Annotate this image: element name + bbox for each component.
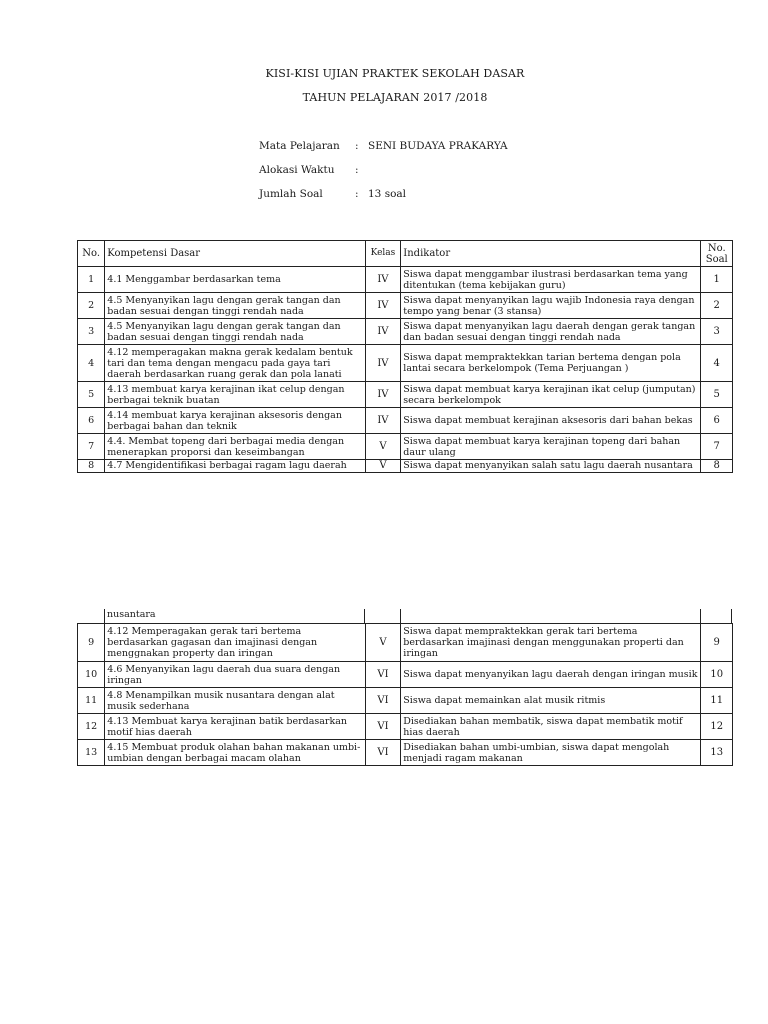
- header-no-soal: [701, 241, 733, 267]
- row-indikator: Siswa dapat menyanyikan lagu daerah dengan gerak tangan dan badan sesuai dengan tinggi rendah nada: [401, 319, 701, 345]
- row-kompetensi: 4.15 Membuat produk olahan bahan makanan umbi-umbian dengan berbagai macam olahan: [105, 740, 365, 766]
- kisi-table-page1: [77, 240, 733, 473]
- row-kompetensi: 4.12 Memperagakan gerak tari bertema berdasarkan gagasan dan imajinasi dengan menggnakan property dan iringan: [105, 624, 365, 662]
- table-continuation-row: [105, 609, 732, 623]
- row-kelas: IV: [365, 267, 401, 293]
- row-kompetensi: 4.7 Mengidentifikasi berbagai ragam lagu daerah: [105, 460, 365, 473]
- row-indikator: Siswa dapat membuat karya kerajinan ikat celup (jumputan) secara berkelompok: [401, 382, 701, 408]
- row-kompetensi: 4.13 Membuat karya kerajinan batik berdasarkan motif hias daerah: [105, 714, 365, 740]
- row-no: 6: [78, 408, 105, 434]
- row-kompetensi: 4.8 Menampilkan musik nusantara dengan alat musik sederhana: [105, 688, 365, 714]
- row-soal: 5: [701, 382, 733, 408]
- row-indikator: Disediakan bahan umbi-umbian, siswa dapat mengolah menjadi ragam makanan: [401, 740, 701, 766]
- row-indikator: Siswa dapat menyanyikan lagu daerah dengan iringan musik: [401, 662, 701, 688]
- table-row: [78, 319, 733, 345]
- table-row: [78, 293, 733, 319]
- row-indikator: Siswa dapat memainkan alat musik ritmis: [401, 688, 701, 714]
- row-no: 12: [78, 714, 105, 740]
- row-kelas: VI: [365, 714, 401, 740]
- row-kelas: VI: [365, 740, 401, 766]
- row-soal: 6: [701, 408, 733, 434]
- row-kelas: IV: [365, 345, 401, 382]
- row-soal: 7: [701, 434, 733, 460]
- mapel-label: Mata Pelajaran: [259, 140, 340, 152]
- header-indikator: Indikator: [401, 241, 701, 267]
- table-row: [78, 624, 733, 662]
- table-row: [78, 345, 733, 382]
- row-no: 11: [78, 688, 105, 714]
- row-indikator: Siswa dapat mempraktekkan tarian bertema dengan pola lantai secara berkelompok (Tema Perjuangan ): [401, 345, 701, 382]
- table-row: [78, 688, 733, 714]
- document-title: KISI-KISI UJIAN PRAKTEK SEKOLAH DASAR: [265, 67, 525, 80]
- row-indikator: Disediakan bahan membatik, siswa dapat membatik motif hias daerah: [401, 714, 701, 740]
- table-row: [78, 382, 733, 408]
- continuation-text: nusantara: [105, 609, 365, 623]
- header-no-soal-line1: No.: [707, 242, 726, 254]
- table-row: [78, 460, 733, 473]
- row-soal: 9: [701, 624, 733, 662]
- row-no: 5: [78, 382, 105, 408]
- row-kelas: VI: [365, 662, 401, 688]
- row-kompetensi: 4.12 memperagakan makna gerak kedalam bentuk tari dan tema dengan mengacu pada gaya tari daerah berdasarkan ruang gerak dan pola lanati: [105, 345, 365, 382]
- alokasi-label: Alokasi Waktu: [259, 164, 335, 176]
- row-soal: 4: [701, 345, 733, 382]
- row-soal: 11: [701, 688, 733, 714]
- row-soal: 12: [701, 714, 733, 740]
- table-row: [78, 267, 733, 293]
- table-header-row: [78, 241, 733, 267]
- mapel-value: SENI BUDAYA PRAKARYA: [368, 140, 508, 152]
- row-indikator: Siswa dapat membuat kerajinan aksesoris dari bahan bekas: [401, 408, 701, 434]
- header-kompetensi: Kompetensi Dasar: [105, 241, 365, 267]
- alokasi-colon: :: [355, 164, 359, 176]
- row-soal: 13: [701, 740, 733, 766]
- row-kelas: V: [365, 624, 401, 662]
- row-kompetensi: 4.5 Menyanyikan lagu dengan gerak tangan dan badan sesuai dengan tinggi rendah nada: [105, 293, 365, 319]
- row-kompetensi: 4.6 Menyanyikan lagu daerah dua suara dengan iringan: [105, 662, 365, 688]
- header-no-soal-line2: Soal: [705, 253, 728, 265]
- jumlah-label: Jumlah Soal: [259, 188, 323, 200]
- row-kelas: IV: [365, 408, 401, 434]
- row-indikator: Siswa dapat mempraktekkan gerak tari bertema berdasarkan imajinasi dengan menggunakan properti dan iringan: [401, 624, 701, 662]
- table-row: [78, 434, 733, 460]
- table-row: [78, 740, 733, 766]
- jumlah-value: 13 soal: [368, 188, 407, 200]
- row-soal: 8: [701, 460, 733, 473]
- row-no: 7: [78, 434, 105, 460]
- row-indikator: Siswa dapat membuat karya kerajinan topeng dari bahan daur ulang: [401, 434, 701, 460]
- row-no: 3: [78, 319, 105, 345]
- row-no: 9: [78, 624, 105, 662]
- row-kelas: IV: [365, 319, 401, 345]
- table-row: [78, 662, 733, 688]
- jumlah-colon: :: [355, 188, 359, 200]
- kisi-table-page2: [104, 609, 732, 624]
- kisi-table-page2-rows: [77, 623, 733, 766]
- row-kompetensi: 4.4. Membat topeng dari berbagai media dengan menerapkan proporsi dan keseimbangan: [105, 434, 365, 460]
- table-row: [78, 408, 733, 434]
- row-kelas: IV: [365, 293, 401, 319]
- document-subtitle: TAHUN PELAJARAN 2017 /2018: [302, 91, 488, 104]
- row-no: 1: [78, 267, 105, 293]
- continuation-empty-soal: [700, 609, 731, 623]
- row-kompetensi: 4.13 membuat karya kerajinan ikat celup dengan berbagai teknik buatan: [105, 382, 365, 408]
- row-no: 8: [78, 460, 105, 473]
- row-kelas: V: [365, 434, 401, 460]
- row-kelas: IV: [365, 382, 401, 408]
- row-indikator: Siswa dapat menyanyikan lagu wajib Indonesia raya dengan tempo yang benar (3 stansa): [401, 293, 701, 319]
- header-no: No.: [78, 241, 105, 267]
- table-row: [78, 714, 733, 740]
- row-no: 13: [78, 740, 105, 766]
- row-kelas: V: [365, 460, 401, 473]
- row-kompetensi: 4.5 Menyanyikan lagu dengan gerak tangan dan badan sesuai dengan tinggi rendah nada: [105, 319, 365, 345]
- row-indikator: Siswa dapat menggambar ilustrasi berdasarkan tema yang ditentukan (tema kebijakan guru): [401, 267, 701, 293]
- row-no: 4: [78, 345, 105, 382]
- row-soal: 3: [701, 319, 733, 345]
- row-kompetensi: 4.14 membuat karya kerajinan aksesoris dengan berbagai bahan dan teknik: [105, 408, 365, 434]
- row-soal: 2: [701, 293, 733, 319]
- row-no: 2: [78, 293, 105, 319]
- row-soal: 10: [701, 662, 733, 688]
- row-soal: 1: [701, 267, 733, 293]
- row-indikator: Siswa dapat menyanyikan salah satu lagu daerah nusantara: [401, 460, 701, 473]
- row-kompetensi: 4.1 Menggambar berdasarkan tema: [105, 267, 365, 293]
- mapel-colon: :: [355, 140, 359, 152]
- row-no: 10: [78, 662, 105, 688]
- continuation-empty-indikator: [400, 609, 700, 623]
- continuation-empty-kelas: [365, 609, 401, 623]
- header-kelas: Kelas: [365, 241, 401, 267]
- row-kelas: VI: [365, 688, 401, 714]
